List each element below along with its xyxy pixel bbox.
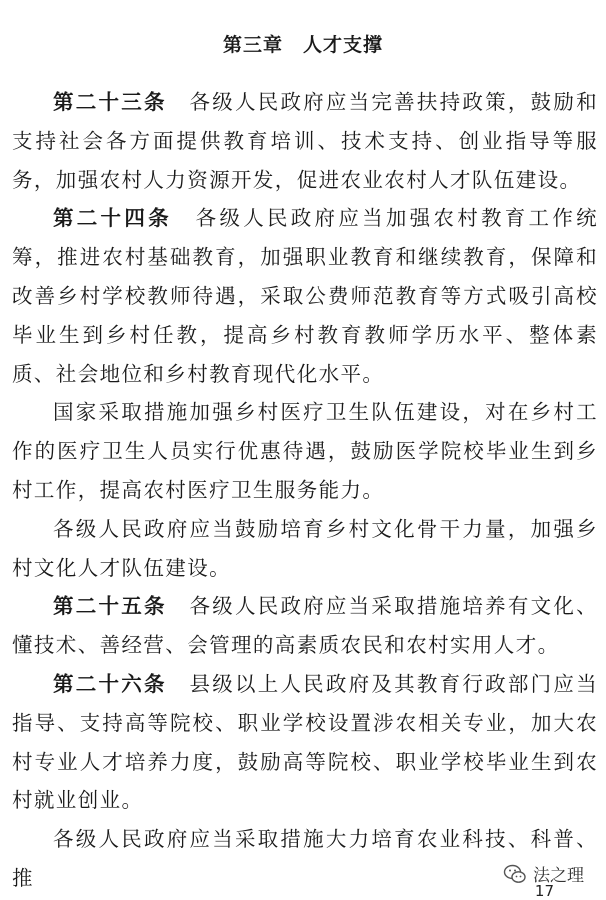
watermark-text: 法之理 [533, 866, 584, 886]
page-number: 17 [534, 882, 554, 900]
article-text: 各级人民政府应当采取措施培养有文化、懂技术、善经营、会管理的高素质农民和农村实用人才。 [12, 594, 598, 658]
paragraph-culture: 各级人民政府应当鼓励培育乡村文化骨干力量，加强乡村文化人才队伍建设。 [12, 516, 598, 580]
article-text: 县级以上人民政府及其教育行政部门应当指导、支持高等院校、职业学校设置涉农相关专业，加大农村专业人才培养力度，鼓励高等院校、职业学校毕业生到农村就业创业。 [12, 671, 598, 813]
article-26 [12, 665, 598, 820]
article-text: 各级人民政府应当加强农村教育工作统筹，推进农村基础教育，加强职业教育和继续教育，保障和改善乡村学校教师待遇，采取公费师范教育等方式吸引高校毕业生到乡村任教，提高乡村教育教师学历水平、整体素质、社会地位和乡村教育现代化水平。 [12, 206, 598, 386]
paragraph-medical: 国家采取措施加强乡村医疗卫生队伍建设，对在乡村工作的医疗卫生人员实行优惠待遇，鼓励医学院校毕业生到乡村工作，提高农村医疗卫生服务能力。 [12, 400, 598, 502]
paragraph-sci-tech: 各级人民政府应当采取措施大力培育农业科技、科普、推 [12, 827, 598, 890]
article-label: 第二十四条 [53, 206, 172, 231]
article-25 [12, 587, 598, 665]
wechat-icon [503, 863, 527, 885]
article-text: 各级人民政府应当完善扶持政策，鼓励和支持社会各方面提供教育培训、技术支持、创业指导等服务，加强农村人力资源开发，促进农业农村人才队伍建设。 [12, 90, 598, 192]
article-23 [12, 83, 598, 199]
article-24 [12, 199, 598, 393]
chapter-title: 第三章 人才支撑 [222, 34, 383, 56]
article-label: 第二十六条 [53, 671, 167, 696]
article-label: 第二十五条 [53, 594, 167, 619]
body-text [12, 83, 598, 898]
article-label: 第二十三条 [53, 90, 167, 114]
